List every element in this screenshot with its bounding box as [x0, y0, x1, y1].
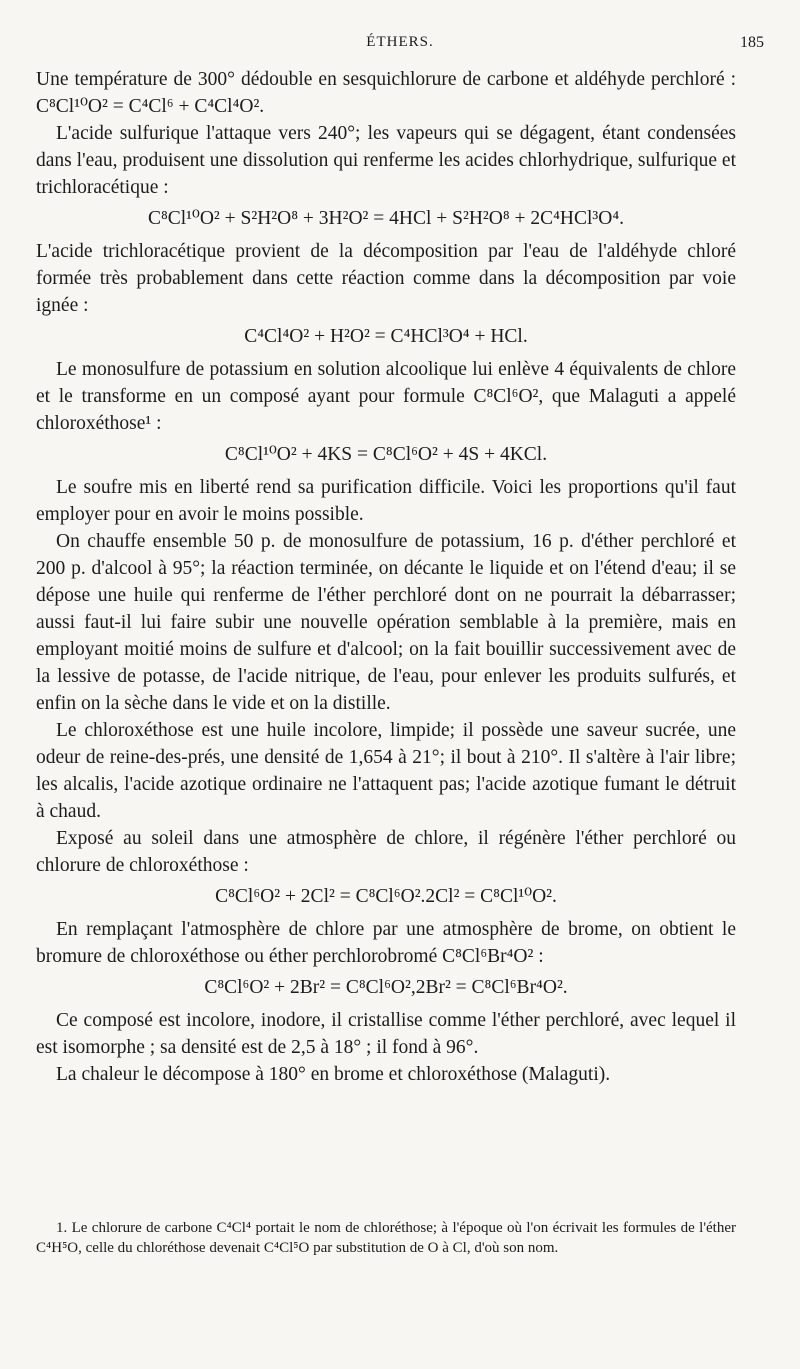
- paragraph: En remplaçant l'atmosphère de chlore par une atmosphère de brome, on obtient le bromure de chloroxéthose ou éther perchlorobromé C⁸Cl⁶Br⁴O² :: [36, 919, 736, 967]
- paragraph: Ce composé est incolore, inodore, il cristallise comme l'éther perchloré, avec lequel il est isomorphe ; sa densité est de 2,5 à 18° ; il fond à 96°.: [36, 1010, 736, 1058]
- body-text: [36, 66, 736, 1088]
- formula: C⁸Cl¹⁰O² + 4KS = C⁸Cl⁶O² + 4S + 4KCl.: [224, 444, 548, 465]
- footnote-text: 1. Le chlorure de carbone C⁴Cl⁴ portait le nom de chloréthose; à l'époque où l'on écrivait les formules de l'éther C⁴H⁵O, celle du chloréthose devenait C⁴Cl⁵O par substitution de O à Cl, d'où son nom.: [36, 1220, 736, 1256]
- paragraph: On chauffe ensemble 50 p. de monosulfure de potassium, 16 p. d'éther perchloré et 200 p. d'alcool à 95°; la réaction terminée, on décante le liquide et on l'étend d'eau; il se dépose une huile qui renferme de l'éther perchloré dont on ne pourrait la débarrasser; aussi faut-il lui faire subir une nouvelle opération semblable à la première, mais en employant moitié moins de sulfure et d'alcool; on la fait bouillir successivement avec de la lessive de potasse, de l'acide nitrique, de l'eau, pour enlever les produits sulfurés, et enfin on la sèche dans le vide et on la distille.: [36, 531, 736, 714]
- page-number: 185: [740, 34, 764, 51]
- formula: C⁸Cl⁶O² + 2Cl² = C⁸Cl⁶O².2Cl² = C⁸Cl¹⁰O².: [215, 886, 557, 907]
- formula: C⁸Cl⁶O² + 2Br² = C⁸Cl⁶O²,2Br² = C⁸Cl⁶Br⁴O².: [204, 977, 568, 998]
- paragraph: L'acide trichloracétique provient de la décomposition par l'eau de l'aldéhyde chloré formée très probablement dans cette réaction comme dans la décomposition par voie ignée :: [36, 241, 736, 316]
- running-title: ÉTHERS.: [366, 34, 434, 50]
- paragraph: Le monosulfure de potassium en solution alcoolique lui enlève 4 équivalents de chlore et le transforme en un composé ayant pour formule C⁸Cl⁶O², que Malaguti a appelé chloroxéthose¹ :: [36, 359, 736, 434]
- paragraph: Le soufre mis en liberté rend sa purification difficile. Voici les proportions qu'il faut employer pour en avoir le moins possible.: [36, 477, 736, 525]
- paragraph: La chaleur le décompose à 180° en brome et chloroxéthose (Malaguti).: [56, 1064, 611, 1085]
- paragraph: Exposé au soleil dans une atmosphère de chlore, il régénère l'éther perchloré ou chlorure de chloroxéthose :: [36, 828, 736, 876]
- footnote: [36, 1218, 736, 1258]
- page-header: [36, 34, 764, 60]
- formula: C⁴Cl⁴O² + H²O² = C⁴HCl³O⁴ + HCl.: [244, 326, 528, 347]
- paragraph: L'acide sulfurique l'attaque vers 240°; les vapeurs qui se dégagent, étant condensées dans l'eau, produisent une dissolution qui renferme les acides chlorhydrique, sulfurique et trichloracétique :: [36, 123, 736, 198]
- formula: C⁸Cl¹⁰O² + S²H²O⁸ + 3H²O² = 4HCl + S²H²O⁸ + 2C⁴HCl³O⁴.: [147, 208, 625, 229]
- paragraph: Le chloroxéthose est une huile incolore, limpide; il possède une saveur sucrée, une odeur de reine-des-prés, une densité de 1,654 à 21°; il bout à 210°. Il s'altère à l'air libre; les alcalis, l'acide azotique ordinaire ne l'attaquent pas; l'acide azotique fumant le détruit à chaud.: [36, 720, 736, 822]
- paragraph: Une température de 300° dédouble en sesquichlorure de carbone et aldéhyde perchloré : C⁸Cl¹⁰O² = C⁴Cl⁶ + C⁴Cl⁴O².: [36, 69, 736, 117]
